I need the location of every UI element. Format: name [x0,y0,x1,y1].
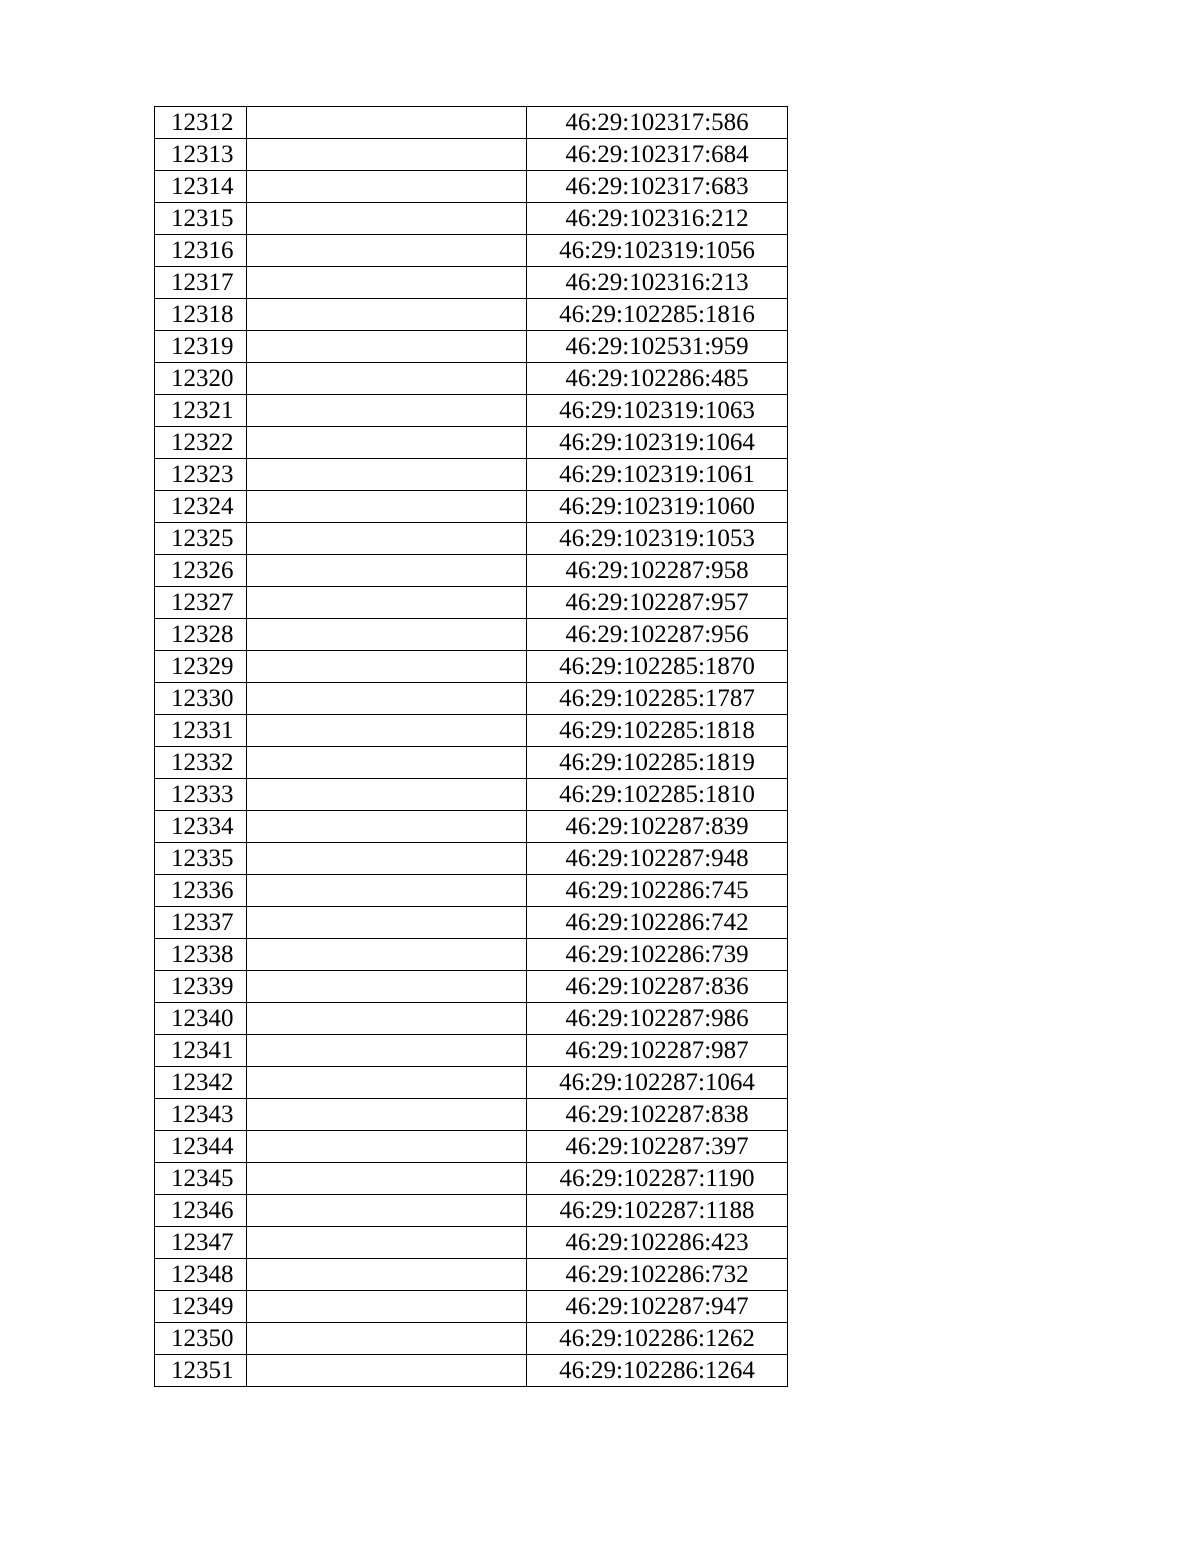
cadastral-number-cell: 46:29:102286:732 [527,1259,788,1291]
row-number-cell: 12348 [155,1259,247,1291]
table-row [155,747,788,779]
cadastral-number-cell: 46:29:102287:1190 [527,1163,788,1195]
table-row [155,1227,788,1259]
table-row [155,1355,788,1387]
table-row [155,235,788,267]
table-row [155,1131,788,1163]
cadastral-number-cell: 46:29:102287:836 [527,971,788,1003]
empty-cell [247,459,527,491]
empty-cell [247,491,527,523]
table-row [155,1323,788,1355]
cadastral-number-cell: 46:29:102287:838 [527,1099,788,1131]
empty-cell [247,907,527,939]
cadastral-number-cell: 46:29:102531:959 [527,331,788,363]
row-number-cell: 12318 [155,299,247,331]
row-number-cell: 12330 [155,683,247,715]
table-row [155,1163,788,1195]
row-number-cell: 12315 [155,203,247,235]
table-row [155,1035,788,1067]
table-row [155,939,788,971]
row-number-cell: 12338 [155,939,247,971]
cadastral-number-cell: 46:29:102316:212 [527,203,788,235]
cadastral-number-cell: 46:29:102285:1870 [527,651,788,683]
table-row [155,491,788,523]
row-number-cell: 12336 [155,875,247,907]
table-row [155,171,788,203]
empty-cell [247,1163,527,1195]
cadastral-number-cell: 46:29:102286:1262 [527,1323,788,1355]
empty-cell [247,779,527,811]
row-number-cell: 12339 [155,971,247,1003]
empty-cell [247,203,527,235]
empty-cell [247,107,527,139]
table-row [155,1291,788,1323]
row-number-cell: 12326 [155,555,247,587]
table-row [155,267,788,299]
table-row [155,523,788,555]
empty-cell [247,843,527,875]
cadastral-number-cell: 46:29:102285:1787 [527,683,788,715]
cadastral-number-cell: 46:29:102319:1063 [527,395,788,427]
table-row [155,907,788,939]
row-number-cell: 12344 [155,1131,247,1163]
cadastral-number-cell: 46:29:102287:986 [527,1003,788,1035]
table-row [155,619,788,651]
row-number-cell: 12347 [155,1227,247,1259]
empty-cell [247,395,527,427]
empty-cell [247,171,527,203]
empty-cell [247,1067,527,1099]
table-row [155,875,788,907]
empty-cell [247,1099,527,1131]
empty-cell [247,715,527,747]
empty-cell [247,1259,527,1291]
row-number-cell: 12327 [155,587,247,619]
row-number-cell: 12333 [155,779,247,811]
empty-cell [247,555,527,587]
empty-cell [247,1131,527,1163]
table-row [155,395,788,427]
row-number-cell: 12340 [155,1003,247,1035]
table-row [155,363,788,395]
empty-cell [247,235,527,267]
table-row [155,971,788,1003]
empty-cell [247,267,527,299]
row-number-cell: 12314 [155,171,247,203]
empty-cell [247,651,527,683]
empty-cell [247,427,527,459]
table-row [155,107,788,139]
cadastral-number-cell: 46:29:102317:684 [527,139,788,171]
row-number-cell: 12316 [155,235,247,267]
row-number-cell: 12351 [155,1355,247,1387]
empty-cell [247,331,527,363]
empty-cell [247,1227,527,1259]
cadastral-number-cell: 46:29:102287:839 [527,811,788,843]
table-row [155,1067,788,1099]
row-number-cell: 12329 [155,651,247,683]
row-number-cell: 12321 [155,395,247,427]
row-number-cell: 12343 [155,1099,247,1131]
empty-cell [247,939,527,971]
empty-cell [247,1195,527,1227]
row-number-cell: 12350 [155,1323,247,1355]
registry-table [154,106,788,1387]
table-row [155,843,788,875]
empty-cell [247,811,527,843]
table-row [155,1259,788,1291]
row-number-cell: 12323 [155,459,247,491]
cadastral-number-cell: 46:29:102287:987 [527,1035,788,1067]
row-number-cell: 12341 [155,1035,247,1067]
row-number-cell: 12328 [155,619,247,651]
empty-cell [247,683,527,715]
table-row [155,299,788,331]
table-row [155,139,788,171]
row-number-cell: 12322 [155,427,247,459]
row-number-cell: 12331 [155,715,247,747]
table-row [155,651,788,683]
empty-cell [247,139,527,171]
empty-cell [247,747,527,779]
row-number-cell: 12324 [155,491,247,523]
row-number-cell: 12312 [155,107,247,139]
row-number-cell: 12346 [155,1195,247,1227]
cadastral-number-cell: 46:29:102287:1188 [527,1195,788,1227]
cadastral-number-cell: 46:29:102319:1056 [527,235,788,267]
empty-cell [247,875,527,907]
cadastral-number-cell: 46:29:102287:1064 [527,1067,788,1099]
row-number-cell: 12332 [155,747,247,779]
cadastral-number-cell: 46:29:102286:423 [527,1227,788,1259]
row-number-cell: 12337 [155,907,247,939]
cadastral-number-cell: 46:29:102317:586 [527,107,788,139]
cadastral-number-cell: 46:29:102285:1816 [527,299,788,331]
table-row [155,779,788,811]
cadastral-number-cell: 46:29:102286:485 [527,363,788,395]
table-row [155,203,788,235]
row-number-cell: 12334 [155,811,247,843]
cadastral-number-cell: 46:29:102287:957 [527,587,788,619]
cadastral-number-cell: 46:29:102285:1818 [527,715,788,747]
cadastral-number-cell: 46:29:102319:1064 [527,427,788,459]
table-row [155,555,788,587]
cadastral-number-cell: 46:29:102286:742 [527,907,788,939]
row-number-cell: 12320 [155,363,247,395]
cadastral-number-cell: 46:29:102287:948 [527,843,788,875]
empty-cell [247,587,527,619]
registry-table-body [155,107,788,1387]
table-row [155,1195,788,1227]
empty-cell [247,1035,527,1067]
row-number-cell: 12317 [155,267,247,299]
row-number-cell: 12345 [155,1163,247,1195]
cadastral-number-cell: 46:29:102319:1061 [527,459,788,491]
table-row [155,683,788,715]
cadastral-number-cell: 46:29:102316:213 [527,267,788,299]
row-number-cell: 12313 [155,139,247,171]
table-row [155,331,788,363]
empty-cell [247,523,527,555]
empty-cell [247,299,527,331]
table-row [155,1003,788,1035]
row-number-cell: 12325 [155,523,247,555]
cadastral-number-cell: 46:29:102319:1060 [527,491,788,523]
empty-cell [247,363,527,395]
cadastral-number-cell: 46:29:102319:1053 [527,523,788,555]
table-row [155,587,788,619]
table-row [155,715,788,747]
cadastral-number-cell: 46:29:102285:1810 [527,779,788,811]
cadastral-number-cell: 46:29:102285:1819 [527,747,788,779]
cadastral-number-cell: 46:29:102287:958 [527,555,788,587]
cadastral-number-cell: 46:29:102286:739 [527,939,788,971]
cadastral-number-cell: 46:29:102287:397 [527,1131,788,1163]
empty-cell [247,1003,527,1035]
row-number-cell: 12335 [155,843,247,875]
cadastral-number-cell: 46:29:102287:956 [527,619,788,651]
cadastral-number-cell: 46:29:102286:1264 [527,1355,788,1387]
empty-cell [247,1355,527,1387]
row-number-cell: 12319 [155,331,247,363]
row-number-cell: 12342 [155,1067,247,1099]
empty-cell [247,619,527,651]
table-row [155,1099,788,1131]
cadastral-number-cell: 46:29:102287:947 [527,1291,788,1323]
cadastral-number-cell: 46:29:102317:683 [527,171,788,203]
table-row [155,459,788,491]
cadastral-number-cell: 46:29:102286:745 [527,875,788,907]
empty-cell [247,1323,527,1355]
empty-cell [247,971,527,1003]
table-row [155,811,788,843]
row-number-cell: 12349 [155,1291,247,1323]
empty-cell [247,1291,527,1323]
table-row [155,427,788,459]
